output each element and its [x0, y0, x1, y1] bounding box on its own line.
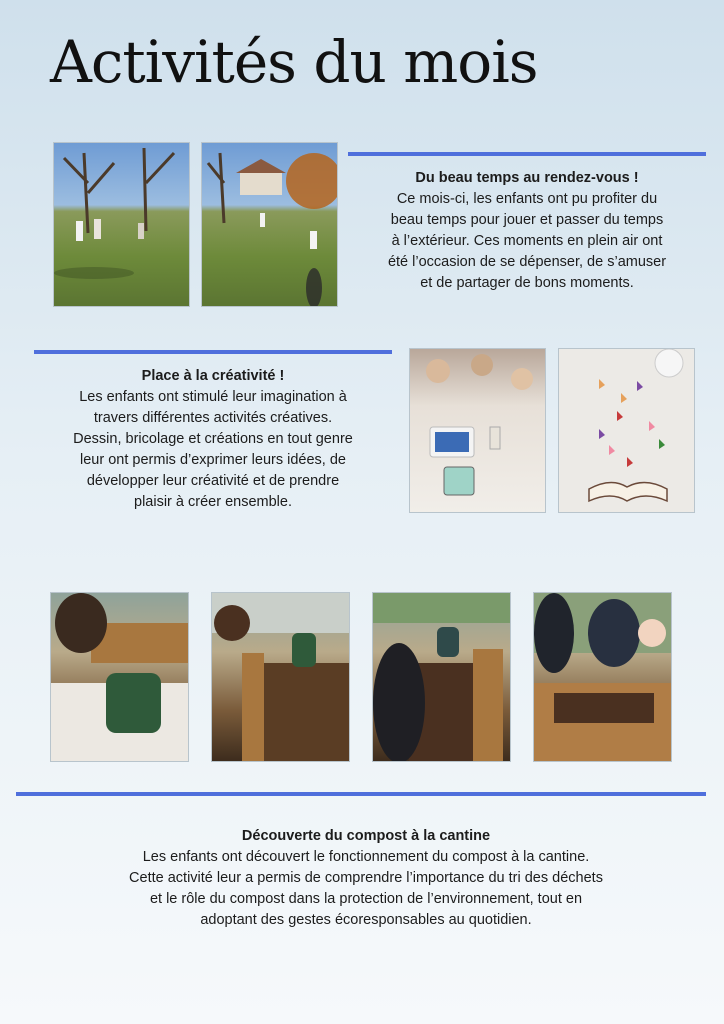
outdoor-line: et de partager de bons moments. — [420, 275, 634, 291]
compost-line: Cette activité leur a permis de comprendre l’importance du tri des déchets — [129, 870, 603, 886]
butterfly-book-artwork — [559, 349, 694, 512]
craft-photo-2 — [558, 348, 695, 513]
creativity-line: développer leur créativité et de prendre — [86, 473, 340, 489]
compost-scene-1 — [51, 593, 188, 761]
compost-photo-3 — [372, 592, 511, 762]
section-divider-1 — [348, 152, 706, 156]
compost-heading: Découverte du compost à la cantine — [241, 828, 491, 844]
compost-scene-4 — [534, 593, 671, 761]
outdoor-scene-1 — [54, 143, 189, 306]
outdoor-photo-2 — [201, 142, 338, 307]
section-divider-3 — [16, 792, 706, 796]
craft-photo-1 — [409, 348, 546, 513]
compost-photo-4 — [533, 592, 672, 762]
compost-line: et le rôle du compost dans la protection de l’environnement, tout en — [149, 891, 583, 907]
outdoor-photo-1 — [53, 142, 190, 307]
creativity-line: plaisir à créer ensemble. — [134, 494, 292, 510]
creativity-heading: Place à la créativité ! — [141, 368, 285, 384]
compost-photo-1 — [50, 592, 189, 762]
creativity-line: Les enfants ont stimulé leur imagination à — [79, 389, 347, 405]
outdoor-line: Ce mois-ci, les enfants ont pu profiter du — [396, 191, 658, 207]
compost-text-block — [16, 826, 716, 931]
outdoor-heading: Du beau temps au rendez-vous ! — [415, 170, 639, 186]
page-title: Activités du mois — [50, 28, 538, 96]
creativity-line: travers différentes activités créatives. — [93, 410, 333, 426]
section-divider-2 — [34, 350, 392, 354]
compost-scene-2 — [212, 593, 349, 761]
compost-line: adoptant des gestes écoresponsables au quotidien. — [200, 912, 532, 928]
compost-scene-3 — [373, 593, 510, 761]
outdoor-line: beau temps pour jouer et passer du temps — [390, 212, 664, 228]
craft-scene-1 — [410, 349, 545, 512]
outdoor-scene-2 — [202, 143, 337, 306]
creativity-line: leur ont permis d’exprimer leurs idées, de — [80, 452, 346, 468]
outdoor-text-block — [348, 168, 706, 294]
creativity-text-block — [34, 366, 392, 513]
compost-line: Les enfants ont découvert le fonctionnement du compost à la cantine. — [142, 849, 590, 865]
creativity-line: Dessin, bricolage et créations en tout genre — [73, 431, 353, 447]
outdoor-line: à l’extérieur. Ces moments en plein air ont — [391, 233, 663, 249]
outdoor-line: été l’occasion de se dépenser, de s’amuser — [387, 254, 667, 270]
compost-photo-2 — [211, 592, 350, 762]
